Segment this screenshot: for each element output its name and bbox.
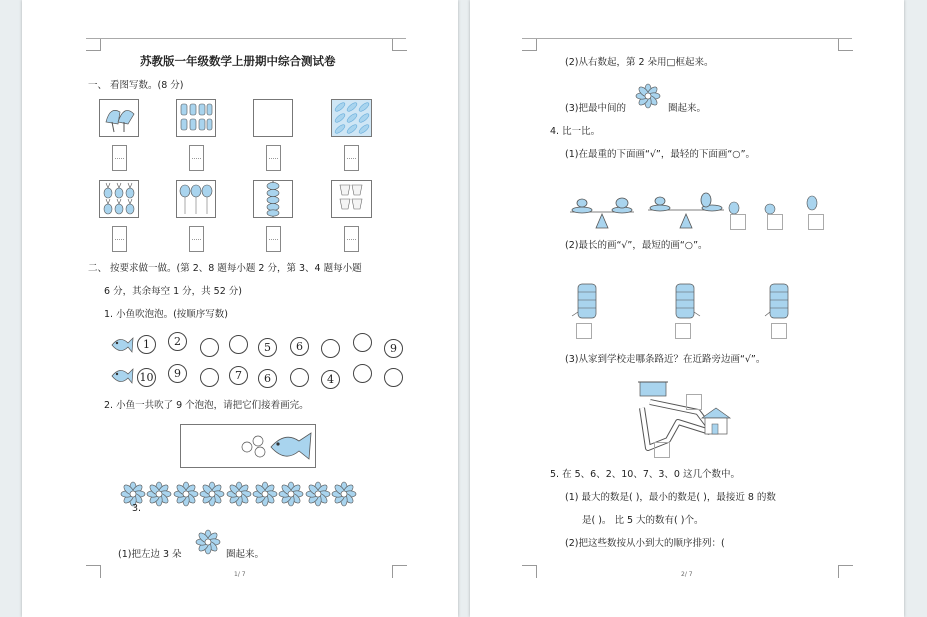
question-2-text: 2. 小鱼一共吹了 9 个泡泡，请把它们接着画完。 [104, 400, 309, 411]
abacus-icon [254, 181, 292, 217]
bubble-blank[interactable] [290, 368, 309, 387]
bubble-blank[interactable] [353, 333, 372, 352]
flower-icon[interactable] [226, 481, 252, 507]
bubble-number: 6 [290, 337, 309, 356]
question-1-text: 1. 小鱼吹泡泡。(按顺序写数) [104, 309, 228, 320]
crop-mark [392, 565, 407, 578]
header-rule [86, 38, 406, 39]
bubble-number: 6 [258, 369, 277, 388]
empty-picture-box [253, 99, 293, 137]
route-answer-box[interactable] [686, 394, 702, 410]
pineapple-icon [100, 181, 138, 217]
document-page-2 [470, 0, 904, 617]
bubble-blank[interactable] [321, 339, 340, 358]
bubble-blank[interactable] [353, 364, 372, 383]
bubble-number: 10 [137, 368, 156, 387]
weight-answer-box[interactable] [730, 214, 746, 230]
answer-box[interactable] [266, 226, 281, 252]
crop-mark [392, 38, 407, 51]
section-two-heading-cont: 6 分，其余每空 1 分，共 52 分) [104, 286, 242, 297]
rope-spools-illustration [570, 282, 800, 322]
crop-mark [86, 565, 101, 578]
fish-icon [108, 333, 134, 357]
flower-icon [194, 528, 224, 556]
question-4-2-text: (2)最长的画“√”，最短的画“○”。 [565, 240, 708, 251]
cups-icon [332, 181, 371, 217]
bubble-number: 1 [137, 335, 156, 354]
bubble-blank[interactable] [200, 368, 219, 387]
question-4-text: 4. 比一比。 [550, 126, 601, 137]
flower-icon [634, 82, 664, 110]
crop-mark [838, 565, 853, 578]
length-answer-box[interactable] [675, 323, 691, 339]
question-3-3-text-b: 圈起来。 [668, 103, 707, 114]
picture-box [176, 99, 216, 137]
length-answer-box[interactable] [576, 323, 592, 339]
route-map-illustration [638, 378, 734, 458]
question-5-1-text-cont: 是( )。 比 5 大的数有( )个。 [582, 515, 704, 526]
question-4-3-text: (3)从家到学校走哪条路近？在近路旁边画“√”。 [565, 354, 766, 365]
crop-mark [522, 565, 537, 578]
picture-box [331, 99, 372, 137]
bubble-blank[interactable] [384, 368, 403, 387]
bubble-blank[interactable] [200, 338, 219, 357]
header-rule [522, 38, 852, 39]
weight-answer-box[interactable] [808, 214, 824, 230]
weight-answer-box[interactable] [767, 214, 783, 230]
balance-scales-illustration [568, 188, 828, 232]
fish-icon [108, 364, 134, 388]
answer-box[interactable] [189, 145, 204, 171]
crop-mark [86, 38, 101, 51]
bubble-number: 4 [321, 370, 340, 389]
flower-icon[interactable] [305, 481, 331, 507]
answer-box[interactable] [112, 145, 127, 171]
answer-box[interactable] [344, 226, 359, 252]
crop-mark [522, 38, 537, 51]
fan-icon [100, 100, 138, 136]
page-title: 苏教版一年级数学上册期中综合测试卷 [140, 54, 336, 68]
bubble-number: 9 [168, 364, 187, 383]
flower-icon[interactable] [146, 481, 172, 507]
balloon-icon [177, 181, 215, 217]
answer-box[interactable] [112, 226, 127, 252]
question-5-text: 5. 在 5、6、2、10、7、3、0 这几个数中。 [550, 469, 740, 480]
answer-box[interactable] [266, 145, 281, 171]
bubble-number: 9 [384, 339, 403, 358]
bubble-number: 2 [168, 332, 187, 351]
question-5-1-text: (1) 最大的数是( )，最小的数是( )，最接近 8 的数 [565, 492, 776, 503]
flower-icon[interactable] [331, 481, 357, 507]
fish-bubbles-illustration [181, 425, 315, 467]
picture-box [99, 99, 139, 137]
popsicle-icon [177, 100, 215, 136]
picture-box [176, 180, 216, 218]
question-3-1-text-a: (1)把左边 3 朵 [118, 549, 182, 560]
flower-icon[interactable] [199, 481, 225, 507]
route-answer-box[interactable] [654, 442, 670, 458]
picture-box [99, 180, 139, 218]
flower-icon[interactable] [252, 481, 278, 507]
bubble-number: 7 [229, 366, 248, 385]
question-3-2-text: (2)从右数起，第 2 朵用□框起来。 [565, 57, 714, 68]
picture-box [253, 180, 293, 218]
question-3-text: 3. [132, 503, 142, 514]
flower-icon[interactable] [278, 481, 304, 507]
document-page-1 [22, 0, 458, 617]
question-3-3-text-a: (3)把最中间的 [565, 103, 626, 114]
section-two-heading: 二、 按要求做一做。(第 2、8 题每小题 2 分，第 3、4 题每小题 [88, 263, 362, 274]
crop-mark [838, 38, 853, 51]
bubble-number: 5 [258, 338, 277, 357]
pill-pattern-icon [332, 100, 371, 136]
answer-box[interactable] [344, 145, 359, 171]
answer-box[interactable] [189, 226, 204, 252]
page-number: 2/ 7 [681, 571, 693, 578]
question-3-1-text-b: 圈起来。 [226, 549, 265, 560]
section-one-heading: 一、 看图写数。(8 分) [88, 80, 184, 91]
flower-icon[interactable] [173, 481, 199, 507]
bubble-drawing-box[interactable] [180, 424, 316, 468]
picture-box [331, 180, 372, 218]
length-answer-box[interactable] [771, 323, 787, 339]
question-5-2-text: (2)把这些数按从小到大的顺序排列：( [565, 538, 725, 549]
bubble-blank[interactable] [229, 335, 248, 354]
page-number: 1/ 7 [234, 571, 246, 578]
question-4-1-text: (1)在最重的下面画“√”，最轻的下面画“○”。 [565, 149, 755, 160]
